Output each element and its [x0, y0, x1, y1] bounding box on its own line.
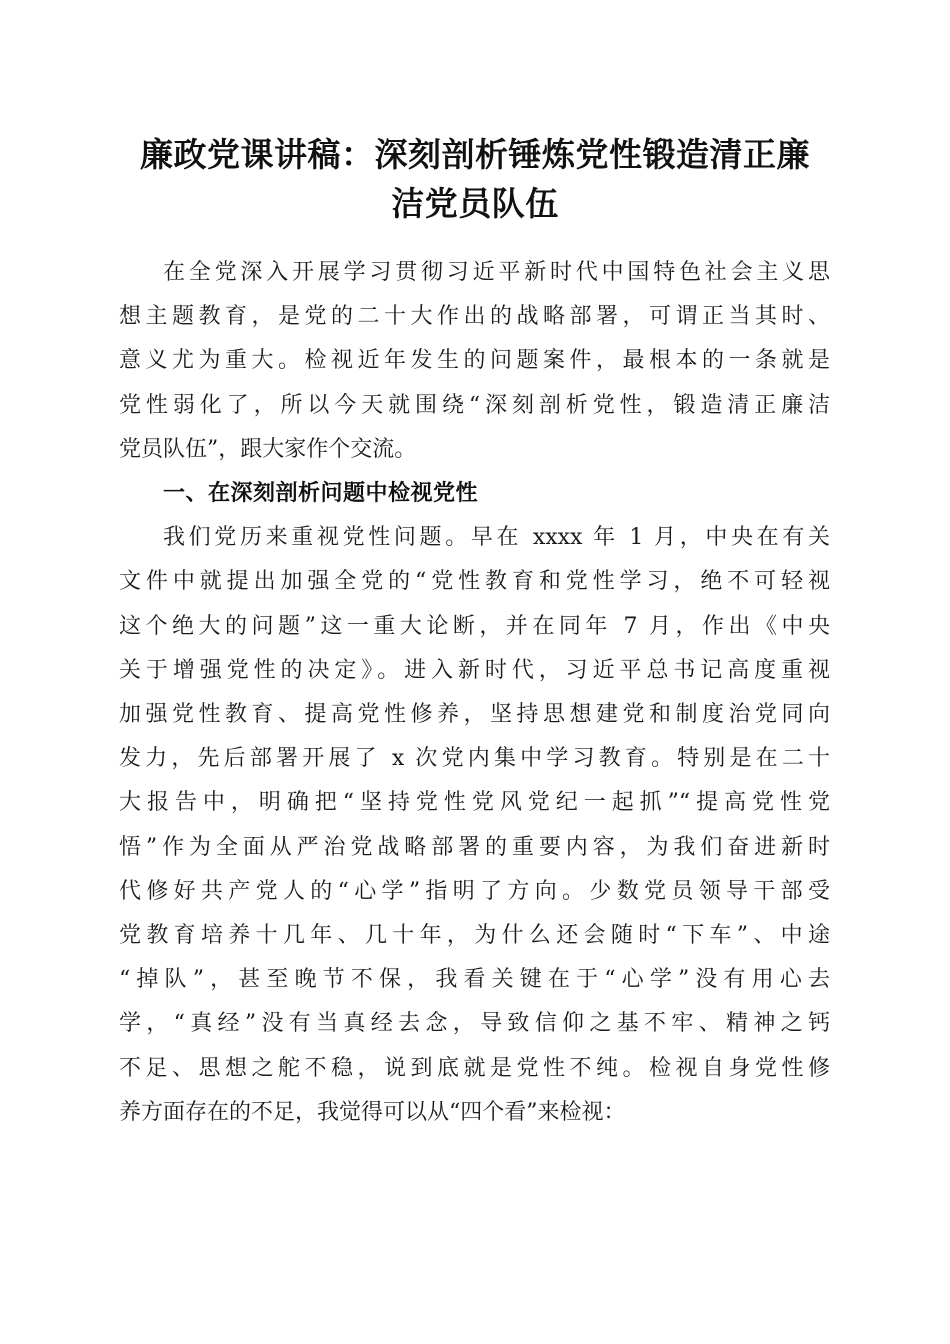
paragraph-section-1	[119, 516, 830, 1135]
paragraph-line: 悟”作为全面从严治党战略部署的重要内容，为我们奋进新时	[119, 834, 830, 860]
paragraph-line: 加强党性教育、提高党性修养，坚持思想建党和制度治党同向	[119, 702, 830, 728]
paragraph-line: 在全党深入开展学习贯彻习近平新时代中国特色社会主义思	[163, 260, 830, 285]
paragraph-line: 党教育培养十几年、几十年，为什么还会随时“下车”、中途	[119, 923, 830, 949]
paragraph-line: 学，“真经”没有当真经去念，导致信仰之基不牢、精神之钙	[119, 1011, 830, 1037]
paragraph-line: 意义尤为重大。检视近年发生的问题案件，最根本的一条就是	[119, 348, 830, 374]
paragraph-line: 大报告中，明确把“坚持党性党风党纪一起抓”“提高党性党	[119, 790, 830, 816]
document-title	[100, 130, 850, 228]
section-heading-1: 一、在深刻剖析问题中检视党性	[163, 481, 479, 507]
title-line-2: 洁党员队伍	[391, 184, 559, 223]
title-line-1: 廉政党课讲稿：深刻剖析锤炼党性锻造清正廉	[140, 135, 810, 174]
paragraph-line: 发力，先后部署开展了 x 次党内集中学习教育。特别是在二十	[119, 746, 830, 772]
paragraph-line: 党员队伍”，跟大家作个交流。	[119, 436, 417, 462]
paragraph-line: 这个绝大的问题”这一重大论断，并在同年 7 月，作出《中央	[119, 613, 830, 639]
paragraph-line: 养方面存在的不足，我觉得可以从“四个看”来检视：	[119, 1099, 626, 1125]
document-body	[119, 251, 830, 1135]
paragraph-line: 文件中就提出加强全党的“党性教育和党性学习，绝不可轻视	[119, 569, 830, 595]
paragraph-intro	[119, 251, 830, 472]
paragraph-line: 我们党历来重视党性问题。早在 xxxx 年 1 月，中央在有关	[163, 525, 830, 551]
paragraph-line: 关于增强党性的决定》。进入新时代，习近平总书记高度重视	[119, 657, 830, 683]
paragraph-line: 党性弱化了，所以今天就围绕“深刻剖析党性，锻造清正廉洁	[119, 392, 830, 418]
paragraph-line: 想主题教育，是党的二十大作出的战略部署，可谓正当其时、	[119, 304, 830, 330]
paragraph-line: 不足、思想之舵不稳，说到底就是党性不纯。检视自身党性修	[119, 1055, 830, 1081]
paragraph-line: 代修好共产党人的“心学”指明了方向。少数党员领导干部受	[119, 878, 830, 904]
paragraph-line: “掉队”，甚至晚节不保，我看关键在于“心学”没有用心去	[119, 967, 830, 993]
